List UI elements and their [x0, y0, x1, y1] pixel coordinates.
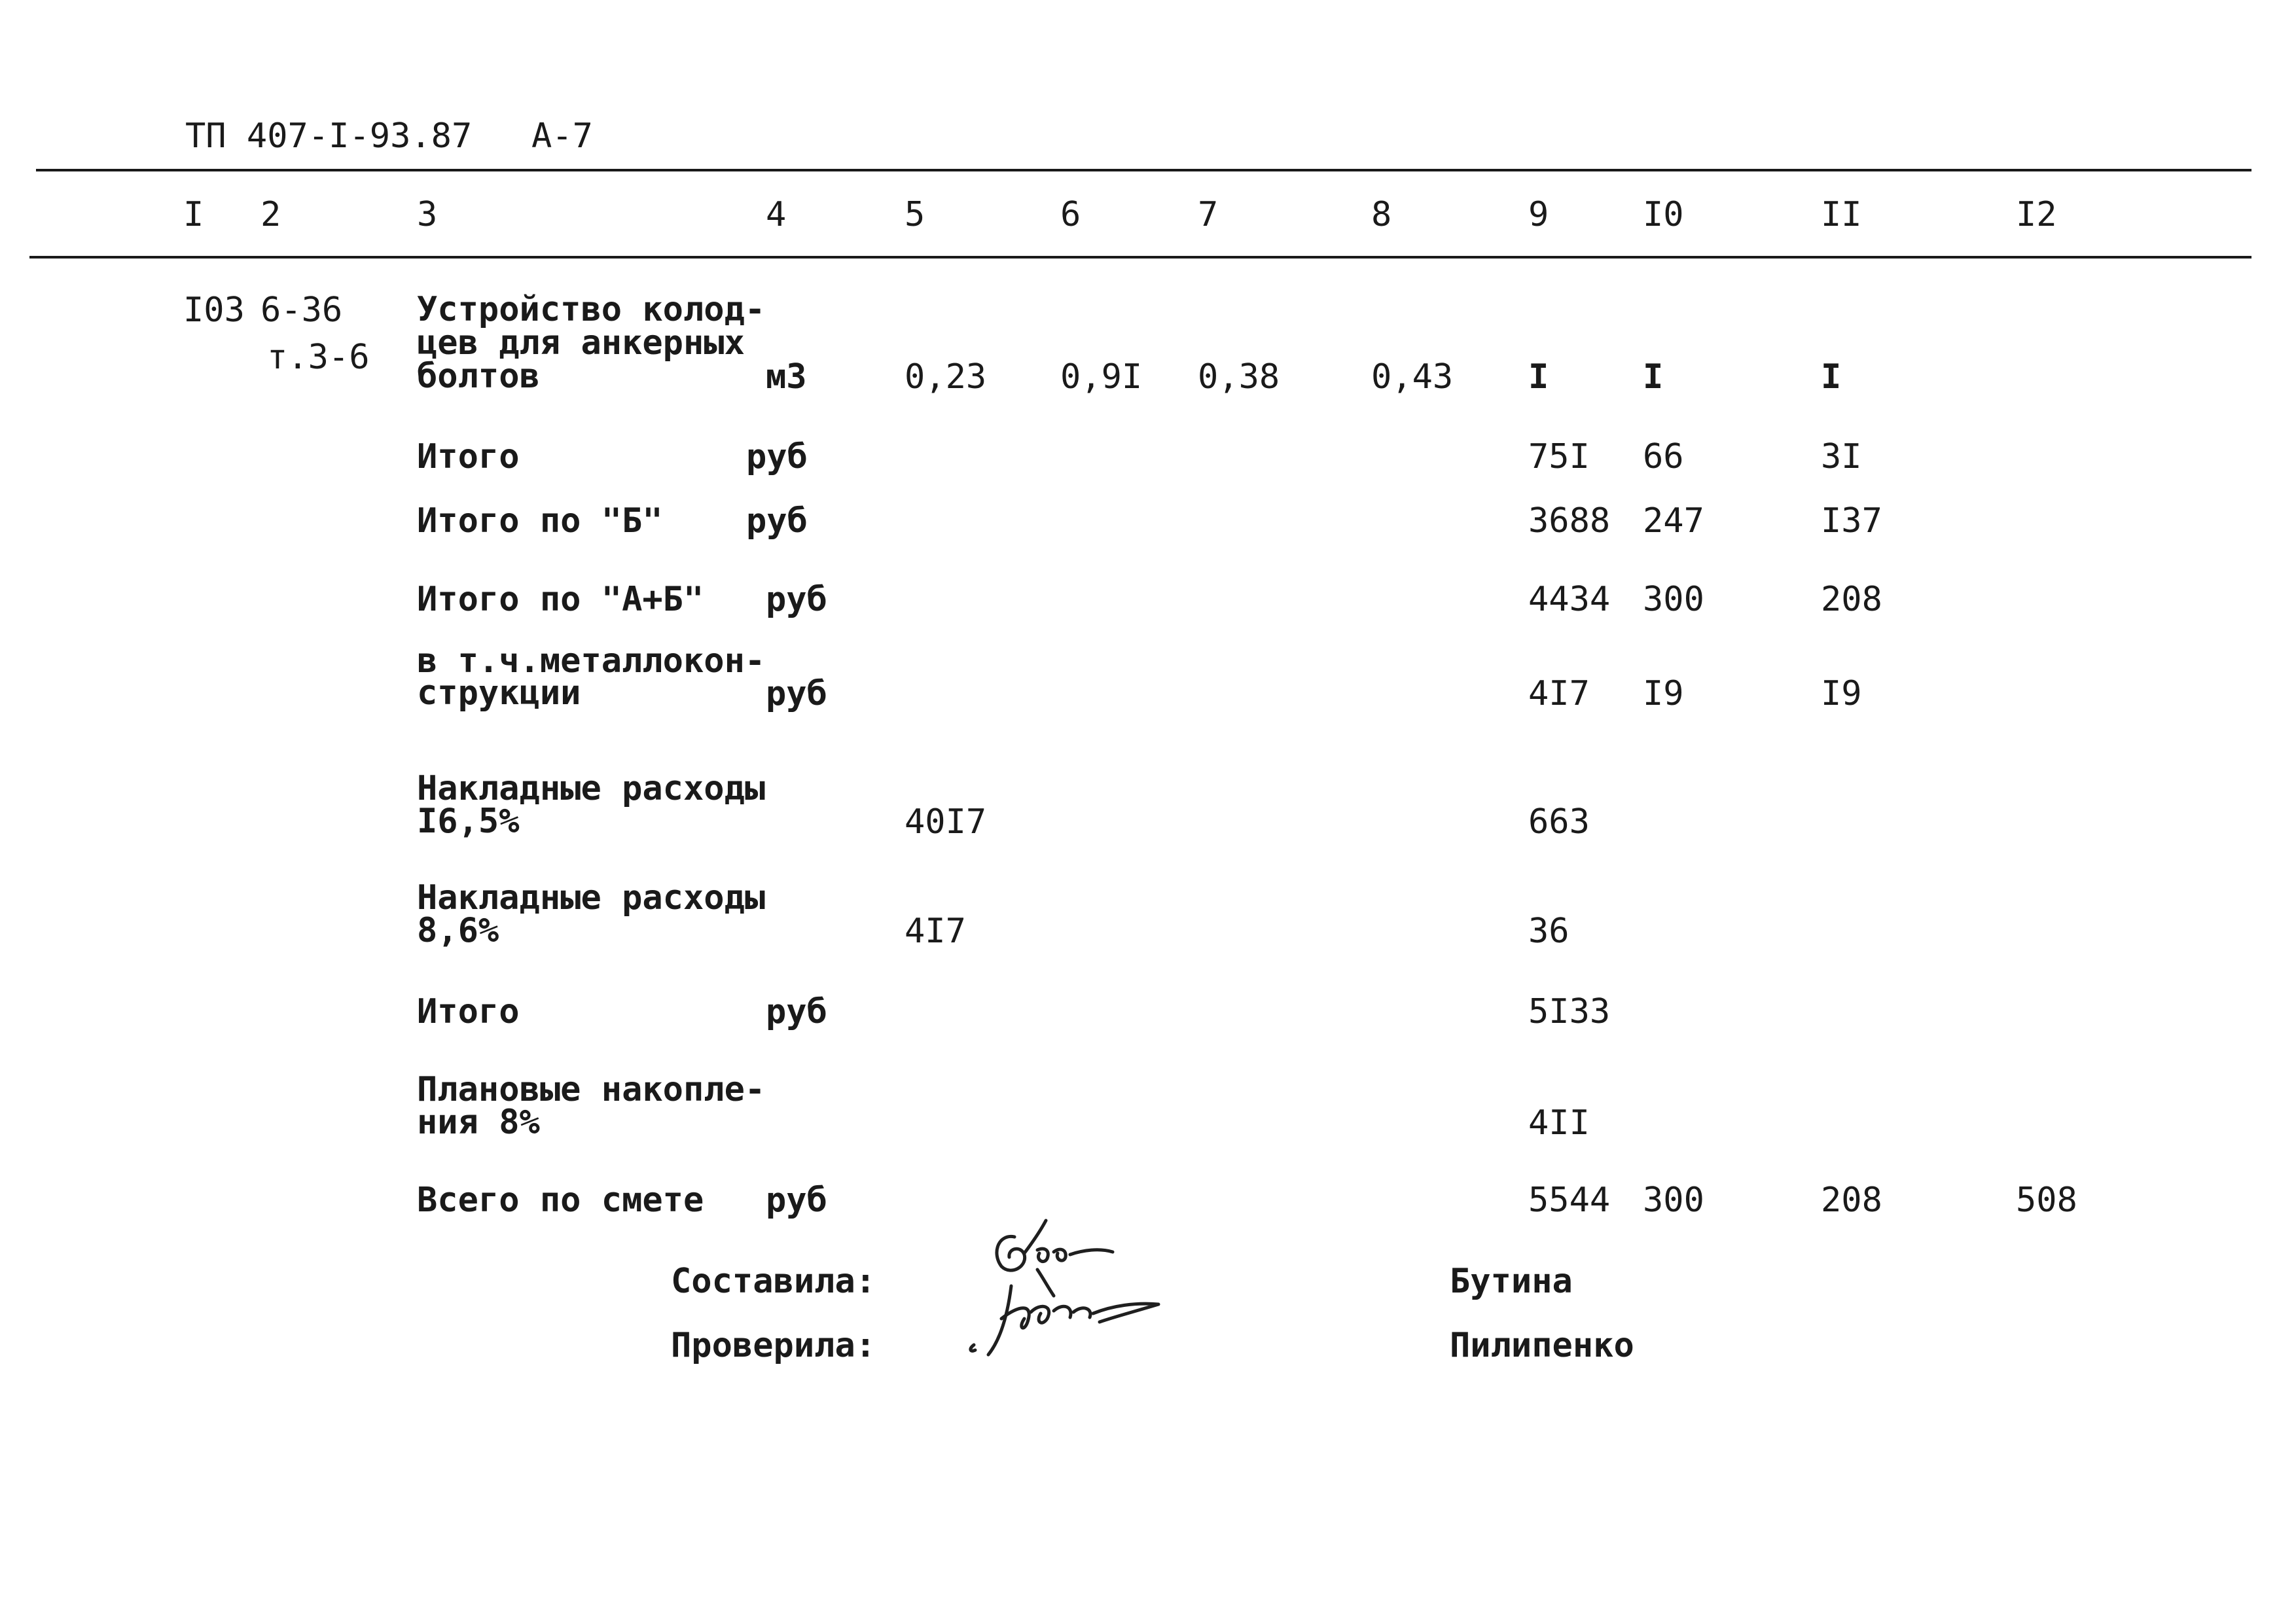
column-header-10: I0: [1643, 195, 1684, 234]
row-itogo1-col11: 3I: [1821, 437, 1862, 476]
row-total-unit: руб: [766, 1181, 827, 1220]
column-header-4: 4: [766, 195, 787, 234]
row-overhead2-col9: 36: [1528, 912, 1570, 951]
checked-by-label: Проверила:: [671, 1326, 876, 1365]
column-header-9: 9: [1528, 195, 1549, 234]
row-metal-unit: руб: [766, 674, 827, 713]
item-code-line2: т.3-6: [267, 338, 370, 377]
row-itogo2-col9: 5I33: [1528, 992, 1611, 1031]
row-overhead2-col5: 4I7: [905, 912, 966, 951]
row-itogo1-unit: руб: [746, 437, 808, 476]
row-itogo-b-unit: руб: [746, 501, 808, 541]
sheet-number: А-7: [531, 116, 593, 156]
item-col8: 0,43: [1371, 357, 1454, 397]
item-col9: I: [1528, 357, 1549, 397]
row-itogo-ab-col11: 208: [1821, 580, 1882, 619]
row-planned-label-line1: Плановые накопле-: [417, 1070, 766, 1109]
document-code: ТП 407-I-93.87: [185, 116, 473, 156]
column-header-6: 6: [1060, 195, 1081, 234]
row-overhead2-label-line1: Накладные расходы: [417, 878, 766, 918]
row-total-label: Всего по смете: [417, 1181, 704, 1220]
item-col11: I: [1821, 357, 1842, 397]
row-itogo1-col9: 75I: [1528, 437, 1590, 476]
row-itogo2-unit: руб: [766, 992, 827, 1031]
item-unit: м3: [766, 357, 807, 397]
row-total-col9: 5544: [1528, 1181, 1611, 1220]
column-header-12: I2: [2016, 195, 2057, 234]
row-metal-col9: 4I7: [1528, 674, 1590, 713]
column-header-7: 7: [1198, 195, 1219, 234]
item-code-line1: 6-36: [260, 291, 343, 330]
row-itogo-b-label: Итого по "Б": [417, 501, 663, 541]
row-overhead1-col5: 40I7: [905, 802, 987, 842]
row-metal-label-line1: в т.ч.металлокон-: [417, 641, 766, 681]
row-itogo-b-col9: 3688: [1528, 501, 1611, 541]
row-overhead1-label-line2: I6,5%: [417, 802, 520, 841]
row-itogo2-label: Итого: [417, 992, 520, 1031]
column-header-11: II: [1821, 195, 1862, 234]
row-itogo-ab-label: Итого по "А+Б": [417, 580, 704, 619]
item-name-line1: Устройство колод-: [417, 290, 766, 329]
compiled-by-label: Составила:: [671, 1262, 876, 1301]
row-overhead1-col9: 663: [1528, 802, 1590, 842]
item-name-line2: цев для анкерных: [417, 323, 745, 363]
row-overhead1-label-line1: Накладные расходы: [417, 769, 766, 808]
item-number: I03: [183, 291, 245, 330]
column-header-5: 5: [905, 195, 925, 234]
column-header-2: 2: [260, 195, 281, 234]
row-itogo1-label: Итого: [417, 437, 520, 476]
item-col6: 0,9I: [1060, 357, 1143, 397]
column-header-3: 3: [417, 195, 438, 234]
row-planned-col9: 4II: [1528, 1103, 1590, 1143]
row-overhead2-label-line2: 8,6%: [417, 911, 499, 950]
checked-by-name: Пилипенко: [1450, 1326, 1634, 1365]
handwritten-signatures-icon: [962, 1214, 1191, 1364]
row-itogo-ab-col10: 300: [1643, 580, 1704, 619]
row-total-col11: 208: [1821, 1181, 1882, 1220]
row-itogo-ab-col9: 4434: [1528, 580, 1611, 619]
row-itogo1-col10: 66: [1643, 437, 1684, 476]
row-itogo-b-col10: 247: [1643, 501, 1704, 541]
header-bottom-rule: [29, 256, 2251, 259]
row-itogo-b-col11: I37: [1821, 501, 1882, 541]
compiled-by-name: Бутина: [1450, 1262, 1573, 1301]
row-metal-col10: I9: [1643, 674, 1684, 713]
row-metal-col11: I9: [1821, 674, 1862, 713]
row-metal-label-line2: струкции: [417, 673, 581, 713]
item-col5: 0,23: [905, 357, 987, 397]
row-itogo-ab-unit: руб: [766, 580, 827, 619]
header-top-rule: [36, 169, 2251, 171]
item-name-line3: болтов: [417, 357, 540, 396]
row-planned-label-line2: ния 8%: [417, 1103, 540, 1142]
column-header-1: I: [183, 195, 204, 234]
column-header-8: 8: [1371, 195, 1392, 234]
row-total-col10: 300: [1643, 1181, 1704, 1220]
item-col10: I: [1643, 357, 1664, 397]
item-col7: 0,38: [1198, 357, 1280, 397]
row-total-col12: 508: [2016, 1181, 2077, 1220]
